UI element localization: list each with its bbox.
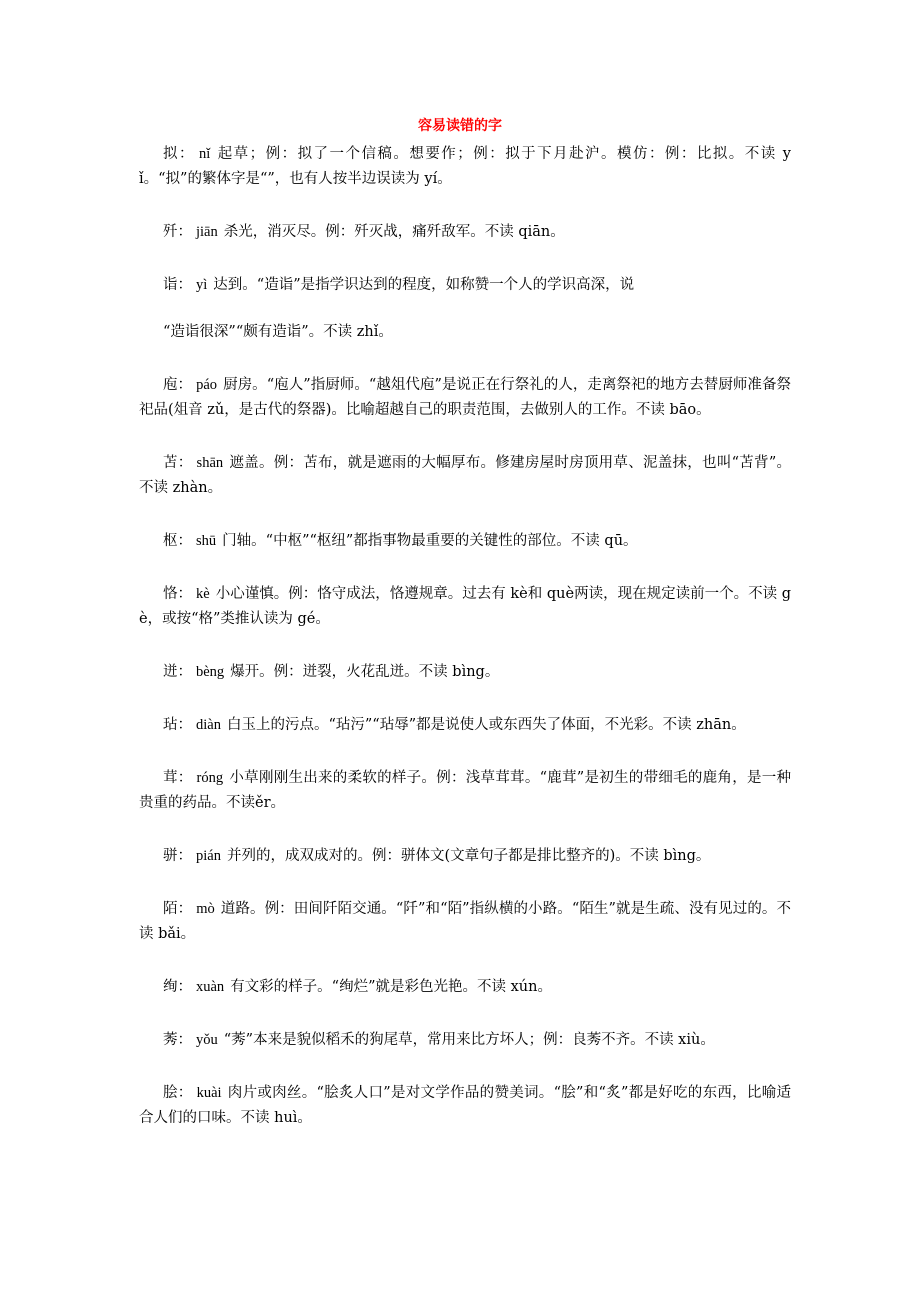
entry-definition: 门轴。“中枢”“枢纽”都指事物最重要的关键性的部位。不读 qū。: [222, 533, 638, 549]
entry-paragraph: [139, 451, 791, 501]
entry-pinyin: pián: [196, 848, 221, 864]
entry-character: 脍：: [163, 1085, 193, 1101]
entry-character: 苫：: [163, 455, 193, 471]
entry-pinyin: bèng: [196, 664, 225, 680]
entry-pinyin: yì: [196, 277, 208, 293]
entry-definition: 杀光，消灭尽。例：歼灭战，痛歼敌军。不读 qiān。: [223, 224, 565, 240]
entry-character: 茸：: [163, 770, 193, 786]
entry-pinyin: jiān: [196, 224, 218, 240]
entry-definition: 爆开。例：迸裂，火花乱迸。不读 bìng。: [230, 664, 500, 680]
entry-character: 玷：: [163, 717, 192, 733]
entry-definition: 有文彩的样子。“绚烂”就是彩色光艳。不读 xún。: [230, 979, 552, 995]
entry-pinyin: kuài: [196, 1085, 222, 1101]
entry-paragraph: [139, 320, 791, 345]
entry-pinyin: shān: [196, 455, 224, 471]
entry-paragraph: [139, 975, 791, 1000]
entry-pinyin: nǐ: [198, 146, 211, 162]
entry-paragraph: [139, 220, 791, 245]
entry-definition: 道路。例：田间阡陌交通。“阡”和“陌”指纵横的小路。“陌生”就是生疏、没有见过的。不读 bǎi。: [139, 901, 791, 942]
entry-character: 拟：: [163, 146, 195, 162]
entry-paragraph: [139, 1081, 791, 1131]
entry-definition: “莠”本来是貌似稻禾的狗尾草，常用来比方坏人；例：良莠不齐。不读 xiù。: [223, 1032, 715, 1048]
entry-paragraph: [139, 273, 791, 298]
entry-character: 迸：: [163, 664, 192, 680]
entry-paragraph: [139, 766, 791, 816]
entry-definition: 肉片或肉丝。“脍炙人口”是对文学作品的赞美词。“脍”和“炙”都是好吃的东西，比喻适合人们的口味。不读 huì。: [139, 1085, 791, 1126]
entry-paragraph: [139, 142, 791, 192]
entry-definition: 遮盖。例：苫布，就是遮雨的大幅厚布。修建房屋时房顶用草、泥盖抹，也叫“苫背”。不读 zhàn。: [139, 455, 792, 496]
entry-definition: 小草刚刚生出来的柔软的样子。例：浅草茸茸。“鹿茸”是初生的带细毛的鹿角，是一种贵重的药品。不读ěr。: [139, 770, 792, 811]
entry-paragraph: [139, 897, 791, 947]
entry-pinyin: páo: [196, 377, 218, 393]
entry-definition: “造诣很深”“颇有造诣”。不读 zhǐ。: [163, 324, 393, 340]
entry-paragraph: [139, 660, 791, 685]
entry-character: 诣：: [163, 277, 192, 293]
entry-pinyin: róng: [196, 770, 224, 786]
entry-character: 恪：: [163, 586, 193, 602]
entry-paragraph: [139, 844, 791, 869]
entry-paragraph: [139, 1028, 791, 1053]
entry-character: 庖：: [163, 377, 193, 393]
entry-definition: 起草；例：拟了一个信稿。想要作；例：拟于下月赴沪。模仿：例：比拟。不读 yǐ。“拟”的繁体字是“”，也有人按半边误读为 yí。: [139, 146, 791, 187]
entry-paragraph: [139, 713, 791, 738]
entry-pinyin: diàn: [196, 717, 221, 733]
entry-character: 枢：: [163, 533, 192, 549]
entry-character: 歼：: [163, 224, 192, 240]
entry-definition: 白玉上的污点。“玷污”“玷辱”都是说使人或东西失了体面，不光彩。不读 zhān。: [226, 717, 746, 733]
entry-definition: 小心谨慎。例：恪守成法，恪遵规章。过去有 kè和 què两读，现在规定读前一个。不读 gè，或按“格”类推认读为 gé。: [139, 586, 791, 627]
entry-definition: 达到。“造诣”是指学识达到的程度，如称赞一个人的学识高深，说: [213, 277, 635, 293]
document-title: 容易读错的字: [418, 118, 502, 134]
entry-definition: 并列的，成双成对的。例：骈体文(文章句子都是排比整齐的)。不读 bìng。: [226, 848, 711, 864]
entry-character: 绚：: [163, 979, 192, 995]
entry-pinyin: mò: [196, 901, 215, 917]
entry-character: 陌：: [163, 901, 193, 917]
entry-character: 莠：: [163, 1032, 192, 1048]
entry-paragraph: [139, 582, 791, 632]
entry-paragraph: [139, 529, 791, 554]
entry-pinyin: yǒu: [196, 1032, 218, 1048]
entry-definition: 厨房。“庖人”指厨师。“越俎代庖”是说正在行祭礼的人，走离祭祀的地方去替厨师准备祭祀品(俎音 zǔ，是古代的祭器)。比喻超越自己的职责范围，去做别人的工作。不读 bāo。: [139, 377, 791, 418]
entry-list: [139, 142, 791, 1159]
entry-pinyin: kè: [196, 586, 210, 602]
entry-paragraph: [139, 373, 791, 423]
entry-character: 骈：: [163, 848, 192, 864]
entry-pinyin: shū: [196, 533, 217, 549]
entry-pinyin: xuàn: [196, 979, 225, 995]
